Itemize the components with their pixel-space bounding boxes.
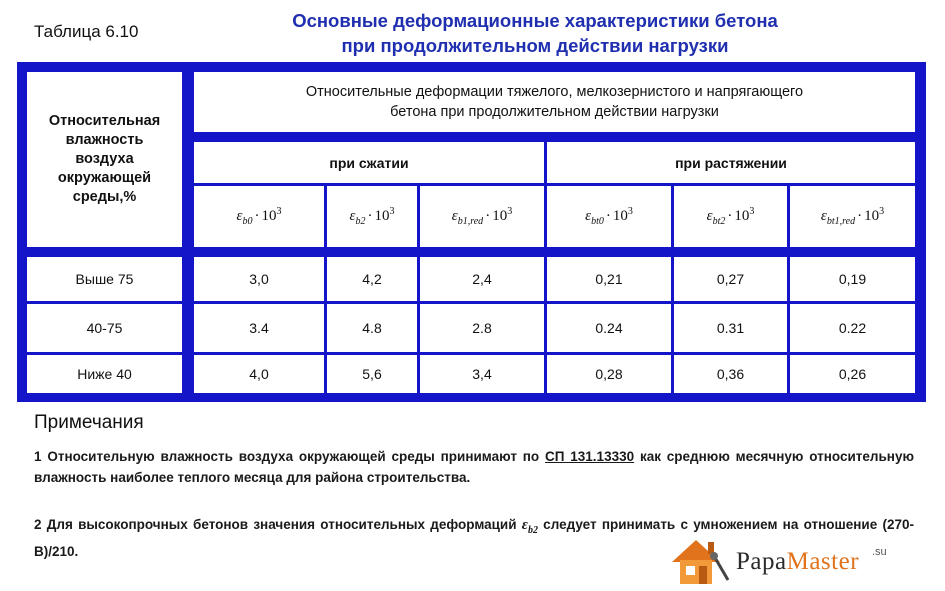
logo-papa: Papa [736,548,787,575]
note-1 [34,446,914,488]
epsilon-sub: b0 [242,215,253,227]
compression-header: при сжатии [194,142,544,183]
sp-131-link[interactable]: СП 131.13330 [545,449,635,464]
epsilon-sub: b2 [527,525,538,536]
value-cell: 3,4 [420,355,544,393]
epsilon-base: ε [349,207,356,224]
humidity-header-line: среды,% [72,189,137,205]
value-cell: 0,28 [547,355,671,393]
logo-domain-suffix: .su [872,546,887,558]
factor-base: 10 [261,207,277,224]
title-line-2: при продолжительном действии нагрузки [341,35,729,56]
group-header-line: Относительные деформации тяжелого, мелкозернистого и напрягающего [305,84,804,100]
multiply-dot: · [857,207,863,224]
value-cell: 2,4 [420,257,544,301]
symbol-header-cell [420,186,544,247]
value-cell: 0,26 [790,355,915,393]
humidity-header-cell [27,72,182,247]
humidity-cell: 40-75 [27,304,182,352]
epsilon-base: ε [521,517,528,533]
value-cell: 0,36 [674,355,787,393]
factor-exponent: 3 [276,205,282,217]
epsilon-sub: bt0 [591,215,604,227]
value-cell: 0,19 [790,257,915,301]
humidity-cell: Ниже 40 [27,355,182,393]
strain-symbol [237,203,282,231]
factor-exponent: 3 [627,205,633,217]
epsilon-base: ε [585,207,592,224]
factor-base: 10 [492,207,508,224]
value-cell: 0.24 [547,304,671,352]
humidity-header-line: влажность [65,132,144,148]
value-cell: 4.8 [327,304,417,352]
epsilon-sub: b2 [355,215,366,227]
symbol-header-cell [674,186,787,247]
humidity-header-line: окружающей [57,170,152,186]
factor-exponent: 3 [507,205,513,217]
symbol-header-cell [547,186,671,247]
symbol-header-cell [327,186,417,247]
value-cell: 0.22 [790,304,915,352]
epsilon-base: ε [236,207,243,224]
group-header-line: бетона при продолжительном действии нагрузки [390,104,719,120]
page-title [190,8,880,58]
multiply-dot: · [727,207,733,224]
epsilon-sub: b1,red [457,215,484,227]
factor-exponent: 3 [389,205,395,217]
epsilon-base: ε [451,207,458,224]
tension-header: при растяжении [547,142,915,183]
value-cell: 3.4 [194,304,324,352]
symbol-header-cell [790,186,915,247]
factor-exponent: 3 [749,205,755,217]
deformation-group-header [194,72,915,132]
value-cell: 0.31 [674,304,787,352]
strain-symbol [707,203,755,231]
strain-symbol [585,203,633,231]
factor-base: 10 [612,207,628,224]
factor-base: 10 [864,207,880,224]
factor-base: 10 [374,207,390,224]
title-line-1: Основные деформационные характеристики бетона [292,10,778,31]
value-cell: 0,21 [547,257,671,301]
epsilon-base: ε [706,207,713,224]
multiply-dot: · [367,207,373,224]
value-cell: 2.8 [420,304,544,352]
strain-symbol [821,203,884,231]
value-cell: 4,2 [327,257,417,301]
humidity-header-line: воздуха [75,151,134,167]
logo-master: Master [786,548,860,575]
factor-base: 10 [734,207,750,224]
note-1-text: 1 Относительную влажность воздуха окружающей среды принимают по [34,449,545,464]
factor-exponent: 3 [879,205,885,217]
symbol-header-cell [194,186,324,247]
epsilon-base: ε [820,207,827,224]
papamaster-logo[interactable] [668,536,918,586]
epsilon-sub: bt2 [712,215,726,227]
deformation-table [17,62,926,402]
notes-heading: Примечания [34,412,144,433]
humidity-header-line: Относительная [48,113,161,129]
logo-wordmark [736,548,859,576]
multiply-dot: · [605,207,611,224]
value-cell: 5,6 [327,355,417,393]
strain-symbol [350,203,395,231]
epsilon-b2-symbol [521,517,538,536]
note-1-text: как среднюю месячную относительную влажность наиболее теплого месяца для района строительства. [34,449,914,485]
humidity-cell: Выше 75 [27,257,182,301]
value-cell: 3,0 [194,257,324,301]
multiply-dot: · [485,207,491,224]
strain-symbol [452,203,512,231]
house-icon [668,536,732,586]
table-number-label: Таблица 6.10 [34,22,139,41]
multiply-dot: · [254,207,260,224]
epsilon-sub: bt1,red [826,215,856,227]
note-2-text: 2 Для высокопрочных бетонов значения относительных деформаций [34,517,522,532]
value-cell: 0,27 [674,257,787,301]
value-cell: 4,0 [194,355,324,393]
note-2-text: следует принимать с умножением на отношение (270-В)/210. [34,517,914,559]
